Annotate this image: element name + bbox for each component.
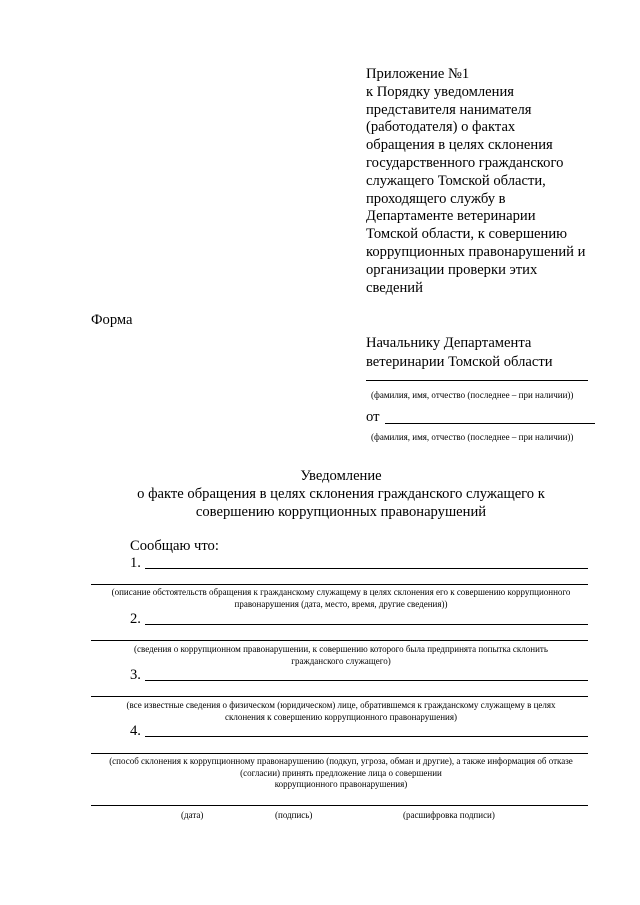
appendix-line: Томской области, к совершению: [366, 226, 568, 243]
notice-title: [91, 467, 591, 521]
item-4-desc-line-3: коррупционного правонарушения): [274, 779, 408, 789]
form-label: Форма: [91, 312, 133, 328]
appendix-line: государственного гражданского: [366, 154, 564, 171]
addressee-fio-field[interactable]: [366, 380, 588, 381]
item-3-description: [91, 700, 591, 723]
item-1-desc-line-2: правонарушения (дата, место, время, другие сведения)): [234, 598, 448, 609]
title-line-2: о факте обращения в целях склонения гражданского служащего к: [137, 486, 545, 502]
item-4-desc-line-1: (способ склонения к коррупционному правонарушению (подкуп, угроза, обман и другие), а также информация об отказе: [109, 756, 573, 766]
item-number-3: 3.: [130, 667, 141, 683]
appendix-line: организации проверки этих: [366, 261, 538, 278]
item-2-field[interactable]: [145, 624, 588, 625]
item-1-description: [91, 587, 591, 610]
item-1-field[interactable]: [145, 568, 588, 569]
item-1-field-continuation[interactable]: [91, 584, 588, 585]
item-2-description: [91, 644, 591, 667]
item-3-field-continuation[interactable]: [91, 696, 588, 697]
addressee-line-2: ветеринарии Томской области: [366, 354, 553, 370]
appendix-line: коррупционных правонарушений и: [366, 243, 586, 260]
addressee-line-1: Начальнику Департамента: [366, 335, 532, 351]
signature-date-label: (дата): [181, 810, 204, 820]
item-1-desc-line-1: (описание обстоятельств обращения к гражданскому служащему в целях склонения его к совершению коррупционного: [111, 587, 571, 597]
item-2-desc-line-1: (сведения о коррупционном правонарушении, к совершению которого была предпринята попытка склонить: [134, 644, 548, 654]
title-line-1: Уведомление: [300, 468, 382, 484]
appendix-line: обращения в целях склонения: [366, 137, 553, 154]
appendix-block: [366, 66, 616, 297]
item-4-desc-line-2: (согласии) принять предложение лица о совершении: [240, 767, 442, 778]
item-4-field-continuation[interactable]: [91, 753, 588, 754]
appendix-line: к Порядку уведомления: [366, 83, 514, 100]
fio-hint-2: (фамилия, имя, отчество (последнее – при наличии)): [371, 432, 574, 442]
item-3-desc-line-1: (все известные сведения о физическом (юридическом) лице, обратившемся к гражданскому служащему в целях: [126, 700, 556, 710]
sender-fio-field[interactable]: [385, 423, 595, 424]
item-4-field[interactable]: [145, 736, 588, 737]
addressee-block: [366, 334, 553, 372]
item-number-1: 1.: [130, 555, 141, 571]
appendix-line: представителя нанимателя: [366, 101, 532, 118]
item-number-2: 2.: [130, 611, 141, 627]
signature-sign-label: (подпись): [275, 810, 313, 820]
signature-decode-label: (расшифровка подписи): [403, 810, 495, 820]
item-number-4: 4.: [130, 723, 141, 739]
appendix-line: служащего Томской области,: [366, 172, 546, 189]
appendix-line: Приложение №1: [366, 66, 470, 82]
item-2-field-continuation[interactable]: [91, 640, 588, 641]
item-3-desc-line-2: склонения к совершению коррупционного правонарушения): [224, 711, 457, 722]
appendix-line: сведений: [366, 279, 423, 296]
item-3-field[interactable]: [145, 680, 588, 681]
item-2-desc-line-2: гражданского служащего): [291, 655, 391, 666]
appendix-line: Департаменте ветеринарии: [366, 208, 536, 225]
intro-text: Сообщаю что:: [130, 538, 219, 554]
item-4-description: [91, 756, 591, 791]
from-label: от: [366, 409, 380, 425]
appendix-line: проходящего службу в: [366, 190, 506, 207]
fio-hint-1: (фамилия, имя, отчество (последнее – при наличии)): [371, 390, 574, 400]
appendix-line: (работодателя) о фактах: [366, 119, 516, 136]
signature-field[interactable]: [91, 805, 588, 806]
title-line-3: совершению коррупционных правонарушений: [195, 504, 487, 520]
